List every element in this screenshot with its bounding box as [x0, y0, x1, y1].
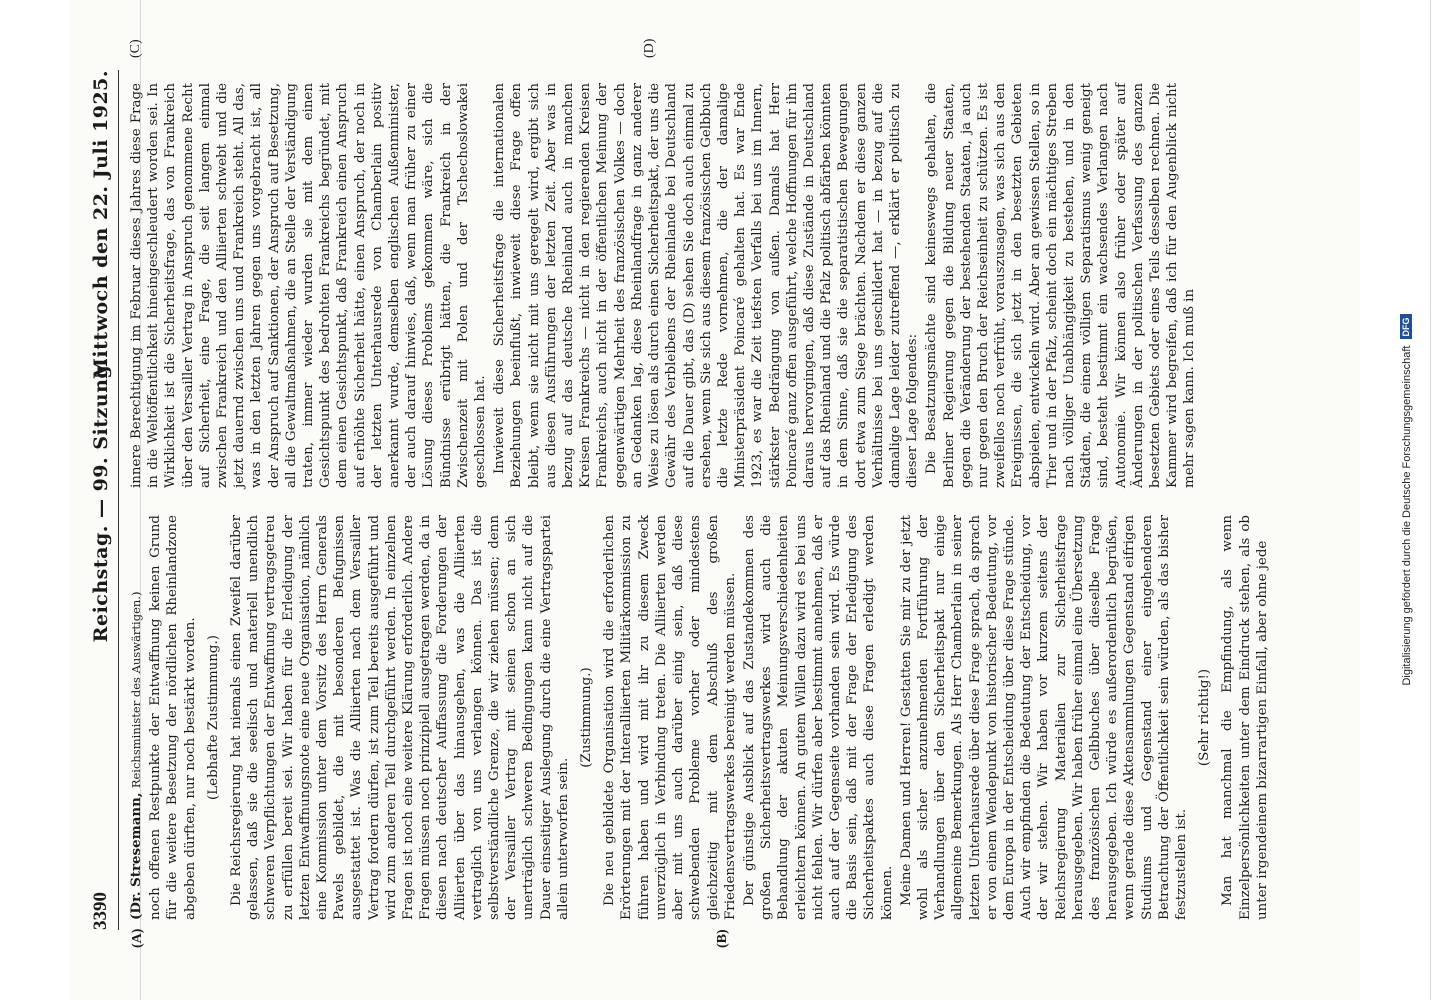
- speaker-role: Reichsminister des Auswärtigen.): [129, 591, 143, 789]
- reaction: (Zustimmung.): [579, 667, 595, 768]
- paragraph: innere Berechtigung im Februar dieses Jahres diese Frage in die Weltöffentlichkeit hineingeschleudert worden sei. In Wirklichkeit ist die Sicherheitsfrage, das von Frankreich über den Versailler Vertrag in Anspruch genommene Recht auf Sicherheit, eine Frage, die seit langem einmal zwischen Frankreich und den Alliierten schwebt und die jetzt dauernd zwischen uns und Frankreich steht. All das, was in den letzten Jahren gegen uns vorgebracht ist, all der Anspruch auf Sanktionen, der Anspruch auf Besetzung, all die Gewaltmaßnahmen, die an Stelle der Verständigung traten, immer wieder wurden sie mit dem einen Gesichtspunkt des bedrohten Frankreichs begründet, mit dem einen Gesichtspunkt, daß Frankreich einen Anspruch auf erhöhte Sicherheit hätte, einen Anspruch, der noch in der letzten Unterhausrede von Chamberlain positiv anerkannt wurde, demselben englischen Außenminister, der auch darauf hinwies, daß, wenn man früher zu einer Lösung dieses Problems gekommen wäre, sich die Bündnisse erübrigt hätten, die Frankreich in der Zwischenzeit mit Polen und der Tschechoslowakei geschlossen hat.: [129, 83, 489, 488]
- page-header: [90, 70, 119, 930]
- paragraph: Man hat manchmal die Empfindung, als wenn Einzelpersönlichkeiten unter dem Eindruck stehen, als ob unter irgendeinem bizarrartigen Einfall, aber ohne jede: [1220, 515, 1270, 920]
- left-column: [128, 515, 1273, 920]
- dfg-logo: DFG: [1400, 314, 1412, 339]
- scan-edge-bottom: [1430, 0, 1431, 1000]
- paragraph: Die neu gebildete Organisation wird die erforderlichen Erörterungen mit der Interalliierten Militärkommission zu führen haben und wird mit ihr zu diesem Zweck unverzüglich in Verbindung treten. Die Alliierten werden aber mit uns auch darüber einig sein, daß diese schwebenden Probleme vorher oder mindestens gleichzeitig mit dem Abschluß des großen Friedensvertragswerkes bereinigt werden müssen.: [602, 515, 738, 920]
- paragraph: Meine Damen und Herren! Gestatten Sie mir zu der jetzt wohl als sicher anzunehmenden Fortführung der Verhandlungen über den Sicherheitspakt nur einige allgemeine Bemerkungen. Als Herr Chamberlain in seiner letzten Unterhausrede über diese Frage sprach, da sprach er von einem Wendepunkt von historischer Bedeutung, vor dem Europa in der Entscheidung über diese Frage stünde. Auch wir empfinden die Bedeutung der Entscheidung, vor der wir stehen. Wir haben vor kurzem seitens der Reichsregierung Materialien zur Sicherheitsfrage herausgegeben. Wir haben früher einmal eine Übersetzung des französischen Gelbbuches über dieselbe Frage herausgegeben. Ich würde es außerordentlich begrüßen, wenn gerade diese Aktensammlungen Gegenstand eifrigen Studiums und Gegenstand einer eingehenderen Betrachtung der Öffentlichkeit sein würden, als das bisher festzustellen ist.: [898, 515, 1189, 920]
- session-date: Mittwoch den 22. Juli 1925.: [90, 70, 112, 380]
- page-number: 3390: [90, 892, 111, 930]
- right-column: [128, 83, 1201, 488]
- speaker-name: (Dr. Stresemann,: [128, 792, 144, 920]
- reaction: (Sehr richtig!): [1197, 668, 1213, 767]
- paragraph: Inwieweit diese Sicherheitsfrage die internationalen Beziehungen beeinflußt, inwieweit diese Frage offen bleibt, wenn sie nicht mit uns geregelt wird, ergibt sich aus diesen Ausführungen der letzten Zeit. Aber was in bezug auf das deutsche Rheinland auch in manchen Kreisen Frankreichs — nicht in den regierenden Kreisen Frankreichs, auch nicht in der öffentlichen Meinung der gegenwärtigen Mehrheit des französischen Volkes — doch an Gedanken lag, diese Rheinlandfrage in ganz anderer Weise zu lösen als durch einen Sicherheitspakt, der uns die Gewähr des Verbleibens der Rheinlande bei Deutschland auf die Dauer gibt, das (D) sehen Sie doch auch einmal zu ersehen, wenn Sie sich aus diesem französischen Gelbbuch die letzte Rede vornehmen, die der damalige Ministerpräsident Poincaré gehalten hat. Es war Ende 1923, es war die Zeit tiefsten Verfalls bei uns im Innern, stärkster Bedrängung von außen. Damals hat Herr Poincaré ganz offen ausgeführt, welche Hoffnungen für ihn daraus hervorgingen, daß diese Zustände in Deutschland auf das Rheinland und die Pfalz politisch abfärben könnten in dem Sinne, daß sie die separatistischen Bewegungen dort etwa zum Siege brächten. Nachdem er diese ganzen Verhältnisse bei uns geschildert hat — in bezug auf die damalige Lage leider zutreffend —, erklärt er politisch zu dieser Lage folgendes:: [492, 83, 921, 488]
- paragraph: Der günstige Ausblick auf das Zustandekommen des großen Sicherheitsvertragswerkes wird auch die Behandlung der akuten Meinungsverschiedenheiten erleichtern können. An gutem Willen dazu wird es bei uns nicht fehlen. Wir dürfen aber bestimmt annehmen, daß er auch auf der Gegenseite vorhanden sein wird. Es würde die Basis sein, daß mit der Frage der Erledigung des Sicherheitspaktes auch diese Fragen erledigt werden können.: [741, 515, 895, 920]
- margin-marker-c: (C): [128, 39, 143, 58]
- margin-marker-b: (B): [715, 929, 730, 948]
- credit-text: Digitalisierung gefördert durch die Deutsche Forschungsgemeinschaft: [1401, 345, 1413, 686]
- quoted-paragraph: Die Besatzungsmächte sind keineswegs gehalten, die Berliner Regierung gegen die Bildung neuer Staaten, gegen die Veränderung der bestehenden Staaten, ja auch nur gegen den Bruch der Reichseinheit zu schützen. Es ist zweifellos noch verfrüht, vorauszusagen, was sich aus den Ereignissen, die sich jetzt in den besetzten Gebieten abspielen, entwickeln wird. Aber an gewissen Stellen, so in Trier und in der Pfalz, scheint doch ein mächtiges Streben nach völliger Unabhängigkeit zu bestehen, und in den Städten, die einem völligen Separatismus wenig geneigt sind, besteht bestimmt ein wachsendes Verlangen nach Autonomie. Wir können also früher oder später auf Änderungen in der politischen Verfassung des ganzen besetzten Gebiets oder eines Teils desselben rechnen. Die Kammer wird begreifen, daß ich für den Augenblick nicht mehr sagen kann. Ich muß in: [924, 83, 1198, 488]
- digitization-credit: [1400, 40, 1413, 960]
- margin-marker-a: (A): [130, 928, 145, 948]
- paragraph: noch offenen Restpunkte der Entwaffnung keinen Grund für die weitere Besetzung der nördlichen Rheinlandzone abgeben dürften, nur noch bestärkt worden.: [148, 515, 198, 920]
- speaker-attribution: [128, 515, 145, 920]
- reaction: (Lebhafte Zustimmung.): [205, 635, 221, 800]
- paragraph: Die Reichsregierung hat niemals einen Zweifel darüber gelassen, daß sie die seelisch und materiell unendlich schweren Verpflichtungen der Entwaffnung vertragsgetreu zu erfüllen bereit sei. Wir haben für die Erledigung der letzten Entwaffnungsnote eine neue Organisation, nämlich eine Kommission unter dem Vorsitz des Herrn Generals Pawels gebildet, die mit besonderen Befugnissen ausgestattet ist. Was die Alliierten nach dem Versailler Vertrag fordern dürfen, ist zum Teil bereits ausgeführt und wird zum anderen Teil durchgeführt werden. In einzelnen Fragen ist noch eine weitere Klärung erforderlich. Andere Fragen müssen noch prinzipiell ausgetragen werden, da in diesen nach deutscher Auffassung die Forderungen der Alliierten über das hinausgehen, was die Alliierten vertraglich von uns verlangen können. Das ist die selbstverständliche Grenze, die wir ziehen müssen; denn der Versailler Vertrag mit seinen schon an sich unerträglich schweren Bedingungen kann nicht auf die Dauer einseitiger Auslegung durch die eine Vertragspartei allein unterworfen sein.: [229, 515, 571, 920]
- session-title: Reichstag. — 99. Sitzung.: [90, 357, 112, 643]
- margin-marker-d: (D): [642, 38, 657, 58]
